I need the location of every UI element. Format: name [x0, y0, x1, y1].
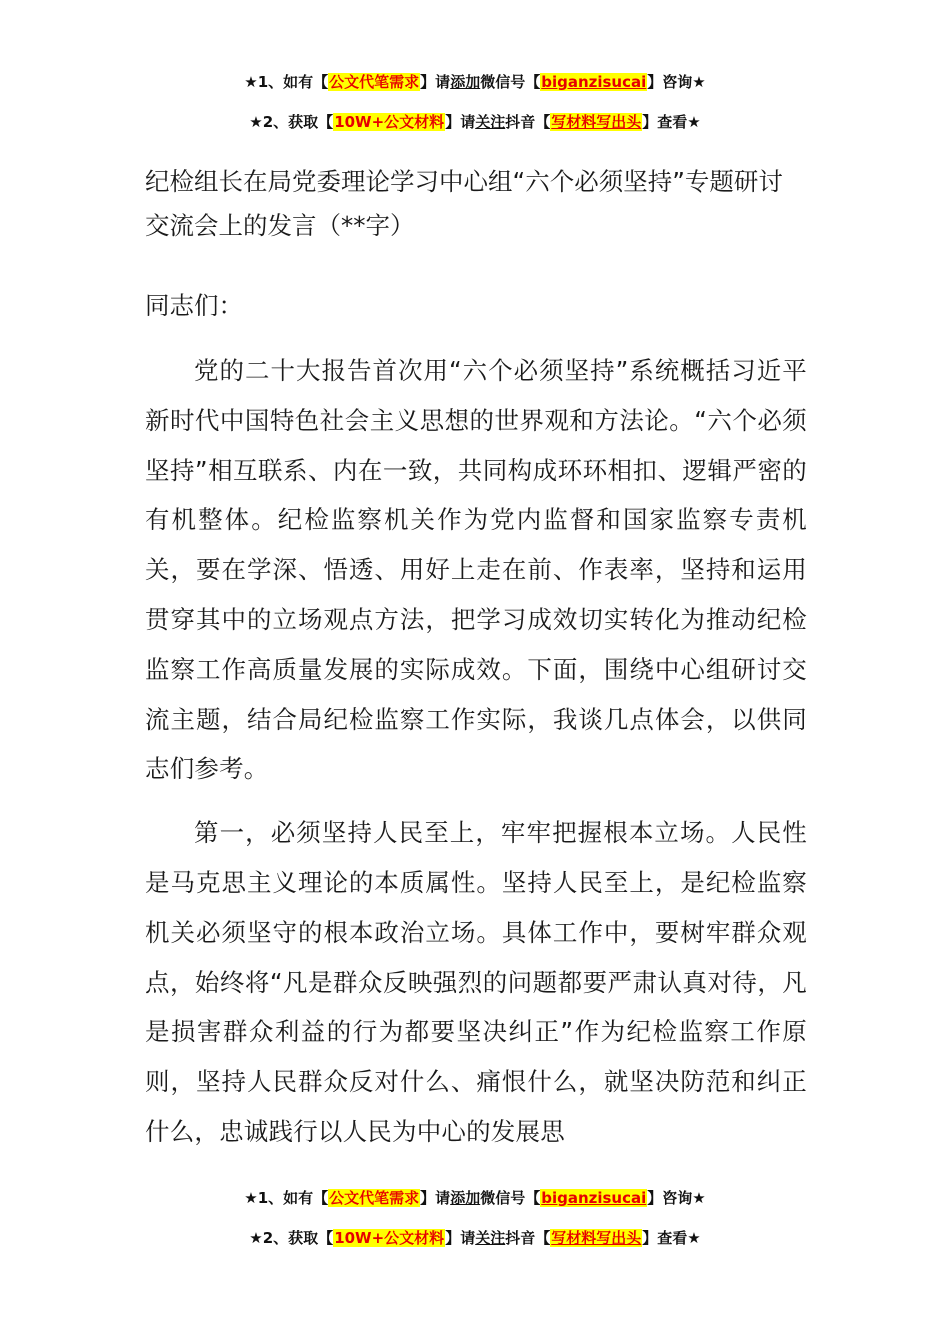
banner-2-highlight-douyin: 写材料写出头 [551, 113, 642, 131]
banner-2-text-2: 抖音【 [505, 113, 551, 131]
header-banner-line-2 [0, 111, 950, 133]
footer-1-text-2: 微信号【 [480, 1189, 541, 1207]
banner-1-prefix: ★1、如有【 [244, 73, 329, 91]
footer-banner-line-2 [0, 1227, 950, 1249]
banner-1-text-2: 微信号【 [480, 73, 541, 91]
header-banner-line-1 [0, 71, 950, 93]
banner-2-suffix: 】查看★ [642, 113, 701, 131]
footer-1-suffix: 】咨询★ [647, 1189, 706, 1207]
footer-2-text-2: 抖音【 [505, 1229, 551, 1247]
footer-2-text: 】请 [445, 1229, 476, 1247]
banner-1-suffix: 】咨询★ [647, 73, 706, 91]
footer-2-highlight-materials: 10W+公文材料 [334, 1229, 445, 1247]
footer-1-emphasis: 添加 [450, 1189, 481, 1207]
banner-2-emphasis: 关注 [475, 113, 506, 131]
document-body [145, 160, 807, 1157]
document-title: 纪检组长在局党委理论学习中心组“六个必须坚持”专题研讨交流会上的发言（**字） [145, 167, 783, 240]
paragraph-intro: 党的二十大报告首次用“六个必须坚持”系统概括习近平新时代中国特色社会主义思想的世界观和方法论。“六个必须坚持”相互联系、内在一致，共同构成环环相扣、逻辑严密的有机整体。纪检监察机关作为党内监督和国家监察专责机关，要在学深、悟透、用好上走在前、作表率，坚持和运用贯穿其中的立场观点方法，把学习成效切实转化为推动纪检监察工作高质量发展的实际成效。下面，围绕中心组研讨交流主题，结合局纪检监察工作实际，我谈几点体会，以供同志们参考。 [145, 356, 807, 784]
banner-1-highlight-wechat: biganzisucai [541, 73, 647, 91]
footer-1-text: 】请 [420, 1189, 451, 1207]
footer-1-prefix: ★1、如有【 [244, 1189, 329, 1207]
footer-1-highlight-service: 公文代笔需求 [329, 1189, 420, 1207]
banner-1-highlight-service: 公文代笔需求 [329, 73, 420, 91]
footer-banner-line-1 [0, 1187, 950, 1209]
footer-2-prefix: ★2、获取【 [249, 1229, 334, 1247]
banner-2-prefix: ★2、获取【 [249, 113, 334, 131]
salutation: 同志们： [145, 291, 243, 320]
banner-2-highlight-materials: 10W+公文材料 [334, 113, 445, 131]
paragraph-first-point: 第一，必须坚持人民至上，牢牢把握根本立场。人民性是马克思主义理论的本质属性。坚持人民至上，是纪检监察机关必须坚守的根本政治立场。具体工作中，要树牢群众观点，始终将“凡是群众反映强烈的问题都要严肃认真对待，凡是损害群众利益的行为都要坚决纠正”作为纪检监察工作原则，坚持人民群众反对什么、痛恨什么，就坚决防范和纠正什么，忠诚践行以人民为中心的发展思 [145, 818, 807, 1146]
footer-2-suffix: 】查看★ [642, 1229, 701, 1247]
footer-1-highlight-wechat: biganzisucai [541, 1189, 647, 1207]
footer-2-highlight-douyin: 写材料写出头 [551, 1229, 642, 1247]
banner-1-emphasis: 添加 [450, 73, 481, 91]
footer-2-emphasis: 关注 [475, 1229, 506, 1247]
banner-1-text: 】请 [420, 73, 451, 91]
banner-2-text: 】请 [445, 113, 476, 131]
